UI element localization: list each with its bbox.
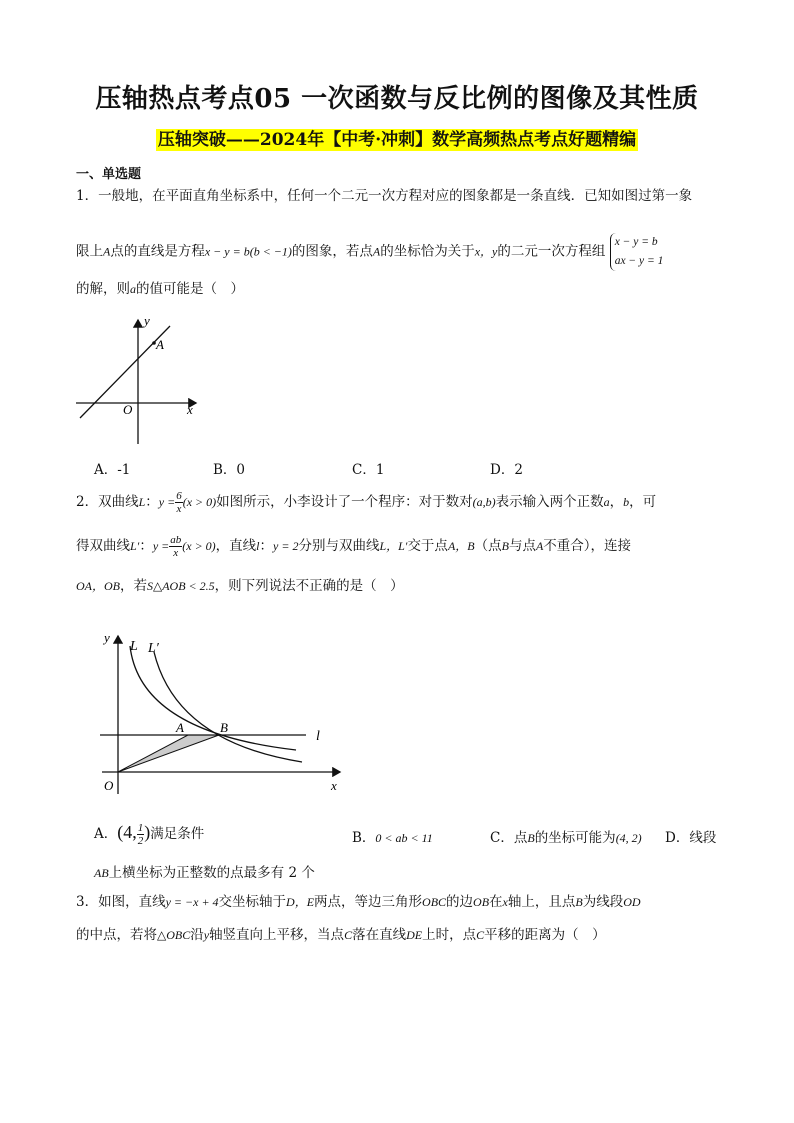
q2-option-c[interactable]: C．点B的坐标可能为(4, 2) — [490, 830, 642, 846]
q2-line1: 2．双曲线L：y = $\frac{6}{x}$ (x > 0)如图所示，小李设计了一个程序：对于数对(a,b)表示输入两个正数a，b，可 — [76, 490, 657, 515]
q1-line2: 限上A点的直线是方程x − y = b(b < −1)的图象，若点A的坐标恰为关于x，y的二元一次方程组 x − y = b ax − y = 1 — [76, 233, 663, 271]
q2-label-b: B — [220, 720, 228, 735]
q1-label-x: x — [187, 402, 193, 417]
q2-option-a[interactable]: A．(4, $\frac{1}{2}$ )满足条件 — [94, 822, 205, 847]
q2-line2: 得双曲线L′：y = $\frac{ab}{x}$ (x > 0)，直线l：y = 2分别与双曲线L，L′交于点A，B（点B与点A不重合），连接 — [76, 534, 632, 559]
q1-label-o: O — [123, 402, 133, 417]
q1-option-b[interactable]: B．0 — [213, 462, 246, 478]
q1-option-d[interactable]: D．2 — [490, 462, 523, 478]
q2-label-line-l: l — [316, 729, 320, 744]
q1-line3: 的解，则a的值可能是（ ） — [76, 281, 244, 297]
q1-equation-system: x − y = b ax − y = 1 — [610, 233, 664, 271]
q1-option-c[interactable]: C．1 — [352, 462, 385, 478]
q2-shaded-triangle — [118, 735, 219, 772]
q1-label-a: A — [156, 337, 164, 352]
q3-line2: 的中点，若将△OBC沿y轴竖直向上平移，当点C落在直线DE上时，点C平移的距离为（ ） — [76, 927, 606, 943]
q2-label-l-prime: L′ — [148, 641, 159, 656]
subtitle-highlight: 压轴突破——2024年【中考·冲刺】数学高频热点考点好题精编 — [157, 130, 637, 150]
q1-option-a[interactable]: A．-1 — [94, 462, 131, 478]
q2-option-d-cont: AB上横坐标为正整数的点最多有 2 个 — [94, 865, 315, 881]
q3-line1: 3．如图，直线y = −x + 4交坐标轴于D，E两点，等边三角形OBC的边OB在x轴上，且点B为线段OD — [76, 894, 641, 910]
q2-graph — [96, 622, 356, 798]
q2-label-l: L — [130, 639, 138, 654]
q1-equation: x − y = b(b < −1) — [204, 244, 292, 259]
q2-label-y: y — [104, 630, 110, 645]
page-title: 压轴热点考点05 一次函数与反比例的图像及其性质 — [95, 84, 699, 114]
q1-line1: 1．一般地，在平面直角坐标系中，任何一个二元一次方程对应的图象都是一条直线．已知如图过第一象 — [76, 188, 693, 204]
q2-label-a: A — [176, 720, 184, 735]
q1-graph — [70, 308, 210, 450]
q1-label-y: y — [144, 313, 150, 328]
q2-label-x: x — [331, 778, 337, 793]
q2-option-b[interactable]: B．0 < ab < 11 — [352, 830, 433, 846]
q2-option-d[interactable]: D．线段 — [665, 830, 717, 846]
page-subtitle — [0, 125, 794, 150]
q2-line3: OA，OB，若S△AOB < 2.5，则下列说法不正确的是（ ） — [76, 578, 404, 594]
q2-label-o: O — [104, 778, 114, 793]
section-heading: 一、单选题 — [76, 167, 142, 182]
